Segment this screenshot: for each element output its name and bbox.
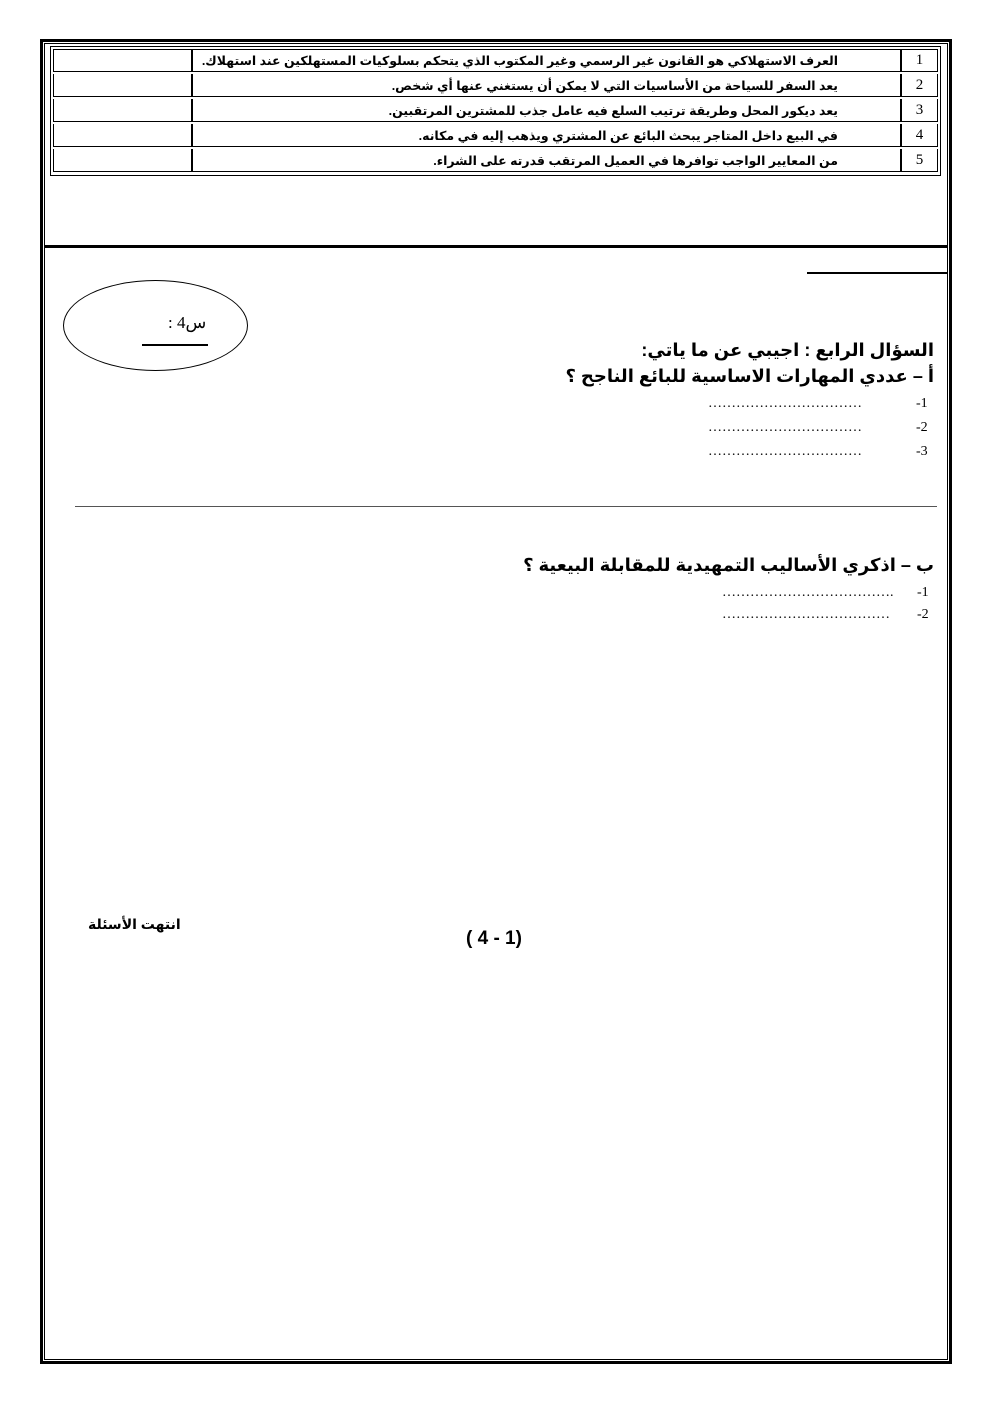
question-title: السؤال الرابع : اجيبي عن ما ياتي: (641, 340, 934, 360)
answer-number: -1 (917, 585, 929, 600)
statement-text: يعد السفر للسياحة من الأساسيات التي لا يمكن أن يستغني عنها أي شخص. (192, 74, 901, 97)
statement-text: يعد ديكور المحل وطريقة ترتيب السلع فيه عامل جذب للمشترين المرتقبين. (192, 99, 901, 122)
question-part-b: ب – اذكري الأساليب التمهيدية للمقابلة البيعية ؟ (523, 555, 934, 575)
short-rule (807, 272, 948, 274)
answer-number: -2 (916, 420, 928, 435)
answer-number: -1 (916, 396, 928, 411)
answer-number: -2 (917, 607, 929, 622)
end-of-questions-note: انتهت الأسئلة (88, 916, 181, 932)
answer-cell[interactable] (53, 49, 192, 72)
statement-number: 4 (901, 124, 938, 147)
table-row (53, 49, 938, 72)
statement-text: في البيع داخل المتاجر يبحث البائع عن المشتري ويذهب إليه في مكانه. (192, 124, 901, 147)
statement-number: 2 (901, 74, 938, 97)
statement-number: 5 (901, 149, 938, 172)
page-border-inner (44, 43, 948, 1360)
table-row (53, 74, 938, 97)
score-blank[interactable] (142, 344, 208, 346)
score-oval (63, 280, 248, 371)
answer-cell[interactable] (53, 149, 192, 172)
question-part-a: أ – عددي المهارات الاساسية للبائع الناجح ؟ (565, 366, 934, 386)
section-divider (44, 245, 948, 248)
statement-number: 1 (901, 49, 938, 72)
divider-line (75, 506, 937, 507)
answer-number: -3 (916, 444, 928, 459)
statement-number: 3 (901, 99, 938, 122)
answer-line[interactable]: …………………………… (708, 420, 862, 435)
answer-cell[interactable] (53, 99, 192, 122)
answer-cell[interactable] (53, 124, 192, 147)
table-row (53, 149, 938, 172)
statement-text: العرف الاستهلاكي هو القانون غير الرسمي وغير المكتوب الذي يتحكم بسلوكيات المستهلكين عند استهلاك. (192, 49, 901, 72)
answer-cell[interactable] (53, 74, 192, 97)
score-label: س4 : (168, 313, 207, 332)
page-number: ( 4 - 1) (466, 928, 522, 949)
table-row (53, 124, 938, 147)
answer-line[interactable]: ………………………………. (722, 585, 894, 600)
table-row (53, 99, 938, 122)
statement-text: من المعايير الواجب توافرها في العميل المرتقب قدرته على الشراء. (192, 149, 901, 172)
true-false-table (50, 46, 941, 176)
answer-line[interactable]: …………………………… (708, 444, 862, 459)
answer-line[interactable]: ……………………………… (722, 607, 890, 622)
answer-line[interactable]: …………………………… (708, 396, 862, 411)
